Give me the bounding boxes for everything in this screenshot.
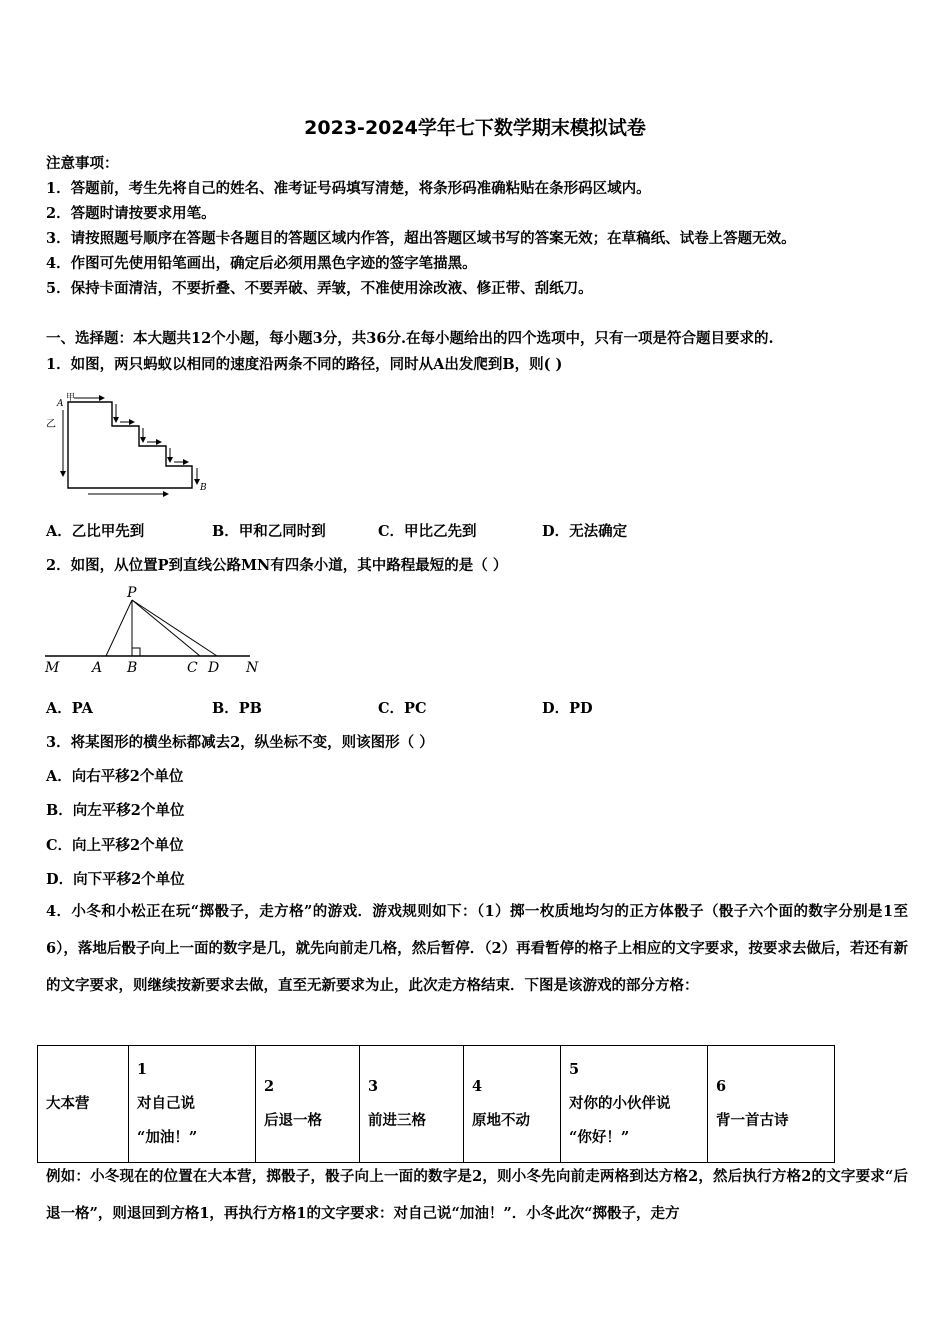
notice-item: 2．答题时请按要求用笔。 [46,205,216,222]
question-1-stem: 1．如图，两只蚂蚁以相同的速度沿两条不同的路径，同时从A出发爬到B，则( ) [46,356,563,373]
question-2-figure [40,586,270,681]
label-yi: 乙 [46,419,56,430]
question-4-example: 例如：小冬现在的位置在大本营，掷骰子，骰子向上一面的数字是2，则小冬先向前走两格到达方格2，然后执行方格2的文字要求“后退一格”，则退回到方格1，再执行方格1的文字要求：对自己说“加油！”．小冬此次“掷骰子，走方 [46,1168,908,1222]
grid-cell-number: 1 [137,1061,148,1078]
notice-heading: 注意事项： [46,155,119,172]
notice-item: 4．作图可先使用铅笔画出，确定后必须用黑色字迹的签字笔描黑。 [46,255,477,272]
grid-cell-base [38,1046,129,1163]
question-2-stem: 2．如图，从位置P到直线公路MN有四条小道，其中路程最短的是（ ） [46,557,508,574]
label-m: M [45,660,60,676]
question-3-stem: 3．将某图形的横坐标都减去2，纵坐标不变，则该图形（ ） [46,734,434,751]
q3-option-b[interactable]: B．向左平移2个单位 [46,802,185,819]
grid-cell-number: 4 [472,1078,483,1095]
question-1-figure [44,390,224,500]
q2-option-b[interactable]: B．PB [212,700,262,717]
q1-option-a[interactable]: A．乙比甲先到 [46,523,145,540]
grid-cell-3 [360,1046,464,1163]
q3-option-a[interactable]: A．向右平移2个单位 [46,768,184,785]
q1-option-d[interactable]: D．无法确定 [542,523,628,540]
q1-option-b[interactable]: B．甲和乙同时到 [212,523,326,540]
grid-cell-text: “你好！” [569,1129,630,1146]
grid-cell-number: 3 [368,1078,379,1095]
grid-cell-text: 原地不动 [472,1112,530,1129]
grid-cell-5 [561,1046,708,1163]
label-jia: 甲 [66,393,76,403]
grid-cell-text: 对自己说 [137,1095,195,1112]
q3-option-c[interactable]: C．向上平移2个单位 [46,837,184,854]
grid-cell-text: “加油！” [137,1129,198,1146]
q1-option-c[interactable]: C．甲比乙先到 [378,523,477,540]
grid-cell-text: 后退一格 [264,1112,322,1129]
section-heading: 一、选择题：本大题共12个小题，每小题3分，共36分.在每小题给出的四个选项中，只有一项是符合题目要求的. [46,330,774,347]
label-p: P [127,586,137,601]
notice-item: 1．答题前，考生先将自己的姓名、准考证号码填写清楚，将条形码准确粘贴在条形码区域内。 [46,180,651,197]
label-c: C [187,660,198,676]
label-b: B [127,660,138,676]
grid-cell-4 [464,1046,561,1163]
grid-cell-2 [256,1046,360,1163]
grid-cell-1 [129,1046,256,1163]
label-d: D [208,660,220,676]
q3-option-d[interactable]: D．向下平移2个单位 [46,871,185,888]
grid-cell-6 [708,1046,835,1163]
label-b: B [200,483,207,493]
q2-option-a[interactable]: A．PA [46,700,93,717]
step-outline [68,402,192,488]
grid-cell-text: 背一首古诗 [716,1112,789,1129]
q2-option-d[interactable]: D．PD [542,700,593,717]
grid-cell-number: 2 [264,1078,275,1095]
label-a: A [57,399,64,409]
question-4-stem: 4．小冬和小松正在玩“掷骰子，走方格”的游戏．游戏规则如下：（1）掷一枚质地均匀的正方体骰子（骰子六个面的数字分别是1至6），落地后骰子向上一面的数字是几，就先向前走几格，然后暂停．（2）再看暂停的格子上相应的文字要求，按要求去做后，若还有新的文字要求，则继续按新要求去做，直至无新要求为止，此次走方格结束．下图是该游戏的部分方格： [46,903,908,994]
q2-option-c[interactable]: C．PC [378,700,427,717]
grid-cell-text: 前进三格 [368,1112,426,1129]
grid-cell-text: 对你的小伙伴说 [569,1095,671,1112]
page-title: 2023-2024学年七下数学期末模拟试卷 [304,117,646,139]
label-a: A [92,660,103,676]
grid-cell-number: 6 [716,1078,727,1095]
grid-cell-text: 大本营 [46,1095,90,1112]
game-grid-table [37,1045,835,1163]
label-n: N [246,660,259,676]
grid-cell-number: 5 [569,1061,580,1078]
notice-item: 5．保持卡面清洁，不要折叠、不要弄破、弄皱，不准使用涂改液、修正带、刮纸刀。 [46,280,593,297]
notice-item: 3．请按照题号顺序在答题卡各题目的答题区域内作答，超出答题区域书写的答案无效；在草稿纸、试卷上答题无效。 [46,230,796,247]
